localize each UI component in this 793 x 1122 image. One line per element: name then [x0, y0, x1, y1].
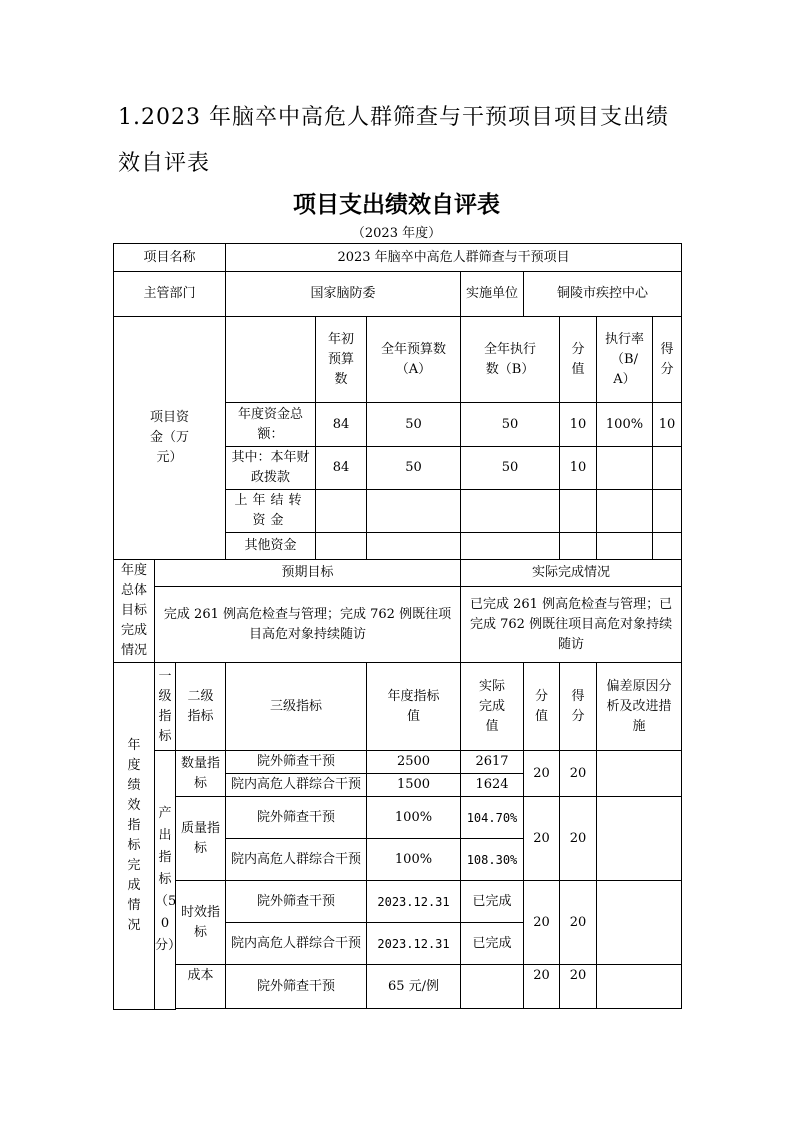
indicator-score-value: 20: [524, 751, 560, 797]
funds-header-budget: 全年预算数（A）: [367, 317, 461, 403]
indicator-level3: 院内高危人群综合干预: [226, 839, 367, 881]
indicator-level3: 院外筛查干预: [226, 797, 367, 839]
indicator-header-level3: 三级指标: [226, 663, 367, 751]
funds-row-rate: [597, 533, 653, 560]
indicator-deviation: [597, 965, 682, 1009]
indicators-label: 年度绩效指标完成情况: [114, 663, 155, 1010]
indicator-score: 20: [560, 965, 597, 1009]
funds-header-score: 得分: [653, 317, 682, 403]
performance-table: [113, 243, 682, 1010]
indicator-actual: 2617: [461, 751, 524, 774]
indicator-level2: 质量指标: [176, 797, 226, 881]
table-title: 项目支出绩效自评表: [293, 192, 500, 218]
funds-row-score-value: [560, 490, 597, 533]
funds-row-name: 其他资金: [226, 533, 316, 560]
indicator-header-target: 年度指标值: [367, 663, 461, 751]
funds-header-blank: [226, 317, 316, 403]
funds-header-executed: 全年执行数（B）: [461, 317, 560, 403]
funds-row-score: 10: [653, 403, 682, 447]
funds-row-budget: 50: [367, 447, 461, 490]
indicator-level1-output: 产出指标（50分）: [155, 751, 176, 1010]
indicator-actual: 108.30%: [461, 839, 524, 881]
project-name-label: 项目名称: [114, 244, 226, 272]
funds-row-executed: [461, 533, 560, 560]
funds-row-initial: 84: [316, 447, 367, 490]
funds-row-name: 上年结转资金: [226, 490, 316, 533]
funds-row-initial: [316, 490, 367, 533]
indicator-target: 2023.12.31: [367, 923, 461, 965]
funds-row-score-value: 10: [560, 403, 597, 447]
funds-label: 项目资金（万元）: [114, 317, 226, 560]
goal-actual-text: 已完成 261 例高危检查与管理；已完成 762 例既往项目高危对象持续随访: [461, 587, 682, 663]
indicator-score-value: 20: [524, 797, 560, 881]
indicator-header-score-value: 分值: [524, 663, 560, 751]
indicator-score-value: 20: [524, 881, 560, 965]
goal-expected-text: 完成 261 例高危检查与管理；完成 762 例既往项目高危对象持续随访: [155, 587, 461, 663]
funds-header-initial: 年初预算数: [316, 317, 367, 403]
indicator-level2: 时效指标: [176, 881, 226, 965]
funds-row-score-value: 10: [560, 447, 597, 490]
indicator-actual: 已完成: [461, 881, 524, 923]
funds-header-score-value: 分值: [560, 317, 597, 403]
funds-header-rate: 执行率（B/A）: [597, 317, 653, 403]
funds-row-score: [653, 533, 682, 560]
indicator-level3: 院内高危人群综合干预: [226, 923, 367, 965]
funds-row-budget: [367, 490, 461, 533]
indicator-header-level1: 一级指标: [155, 663, 176, 751]
dept-label: 主管部门: [114, 272, 226, 317]
indicator-target: 2023.12.31: [367, 881, 461, 923]
indicator-level3: 院外筛查干预: [226, 751, 367, 774]
indicator-deviation: [597, 751, 682, 797]
goal-actual-label: 实际完成情况: [461, 560, 682, 587]
indicator-deviation: [597, 881, 682, 965]
funds-row-name: 年度资金总额：: [226, 403, 316, 447]
indicator-score: 20: [560, 797, 597, 881]
indicator-level3: 院外筛查干预: [226, 965, 367, 1009]
table-year: （2023 年度）: [351, 226, 442, 241]
funds-row-budget: [367, 533, 461, 560]
indicator-header-deviation: 偏差原因分析及改进措施: [597, 663, 682, 751]
funds-row-initial: [316, 533, 367, 560]
indicator-header-level2: 二级指标: [176, 663, 226, 751]
project-name-value: 2023 年脑卒中高危人群筛查与干预项目: [226, 244, 682, 272]
funds-row-name: 其中：本年财政拨款: [226, 447, 316, 490]
funds-row-executed: 50: [461, 447, 560, 490]
indicator-header-score: 得分: [560, 663, 597, 751]
indicator-actual: 1624: [461, 774, 524, 797]
funds-row-rate: [597, 490, 653, 533]
funds-row-executed: 50: [461, 403, 560, 447]
impl-label: 实施单位: [461, 272, 524, 317]
indicator-actual: [461, 965, 524, 1009]
indicator-actual: 已完成: [461, 923, 524, 965]
indicator-level2: 成本: [176, 965, 226, 1009]
indicator-target: 100%: [367, 839, 461, 881]
indicator-level2: 数量指标: [176, 751, 226, 797]
funds-row-score: [653, 490, 682, 533]
funds-row-budget: 50: [367, 403, 461, 447]
indicator-target: 100%: [367, 797, 461, 839]
indicator-target: 1500: [367, 774, 461, 797]
funds-row-rate: 100%: [597, 403, 653, 447]
indicator-score: 20: [560, 751, 597, 797]
indicator-deviation: [597, 797, 682, 881]
dept-value: 国家脑防委: [226, 272, 461, 317]
goal-expected-label: 预期目标: [155, 560, 461, 587]
document-heading: 1.2023 年脑卒中高危人群筛查与干预项目项目支出绩效自评表: [118, 105, 669, 176]
indicator-target: 2500: [367, 751, 461, 774]
funds-row-executed: [461, 490, 560, 533]
indicator-header-actual: 实际完成值: [461, 663, 524, 751]
indicator-score: 20: [560, 881, 597, 965]
funds-row-initial: 84: [316, 403, 367, 447]
indicator-level3: 院内高危人群综合干预: [226, 774, 367, 797]
indicator-actual: 104.70%: [461, 797, 524, 839]
funds-row-rate: [597, 447, 653, 490]
goal-label: 年度总体目标完成情况: [114, 560, 155, 663]
indicator-target: 65 元/例: [367, 965, 461, 1009]
funds-row-score-value: [560, 533, 597, 560]
indicator-level3: 院外筛查干预: [226, 881, 367, 923]
impl-value: 铜陵市疾控中心: [524, 272, 682, 317]
indicator-score-value: 20: [524, 965, 560, 1009]
funds-row-score: [653, 447, 682, 490]
